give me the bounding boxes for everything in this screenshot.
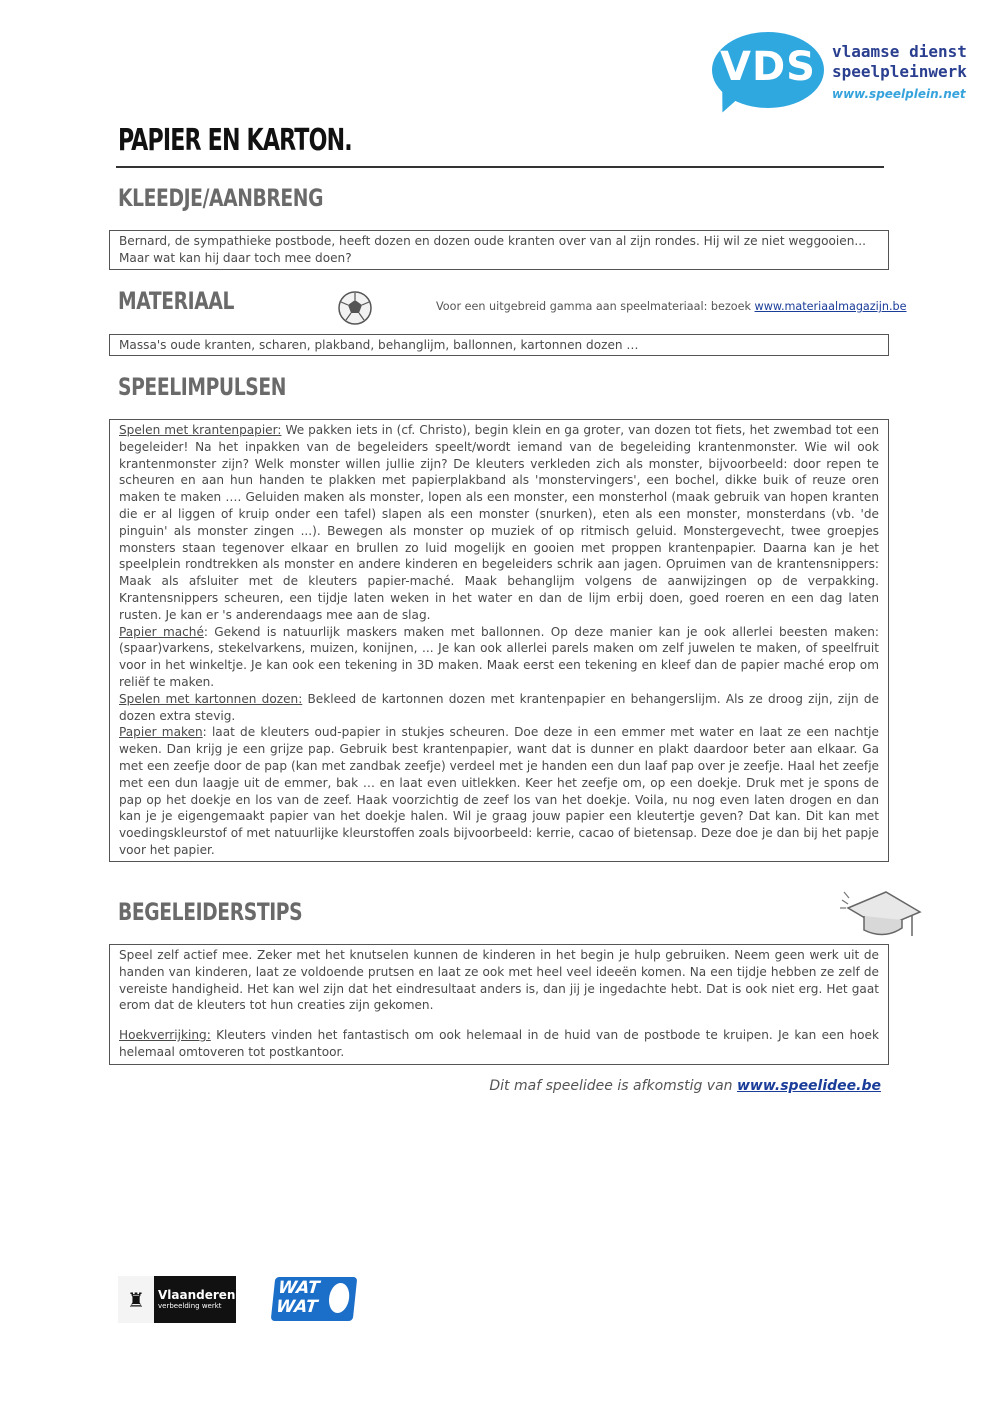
egg-icon	[328, 1283, 351, 1313]
logo-line-1: vlaamse dienst	[832, 42, 967, 61]
impuls-text: : laat de kleuters oud-papier in stukjes scheuren. Doe deze in een emmer met water en laat ze een nachtje weken. Dan krijg je een grijze pap. Gebruik best krantenpapier, want dat is dunner en plakt daardoor beter aan elkaar. Ga met een zeefje door de pap (kan met zandbak zeefje) verdeel met je handen een dun laaf pap over je zeefje. Haal het zeefje met een dun laagje uit de emmer, bak … en laat even uitlekken. Keer het zeefje om, op een doekje. Druk met je spons de pap op het doekje en los van de zeef. Haak voorzichtig de zeef los van het doekje. Voila, nu nog even laten drogen en dan kan je je eigengemaakt papier van het doekje halen. Wil je graag jouw papier een kleutertje geven? Dat kan. Dit kan met voedingskleurstof of met natuurlijke kleurstoffen zoals bijvoorbeeld: kerrie, cacao of bietensap. Deze doe je dan bij het papje voor het papier.	[119, 725, 879, 857]
logo-line-2: speelpleinwerk	[832, 62, 967, 81]
impuls-label: Papier maché	[119, 624, 204, 639]
hoek-text: Kleuters vinden het fantastisch om ook helemaal in de huid van de postbode te kruipen. Je kan een hoek helemaal omtoveren tot postkantoor.	[119, 1028, 879, 1059]
impuls-label: Spelen met kartonnen dozen:	[119, 691, 303, 706]
lion-icon: ♜	[118, 1276, 154, 1323]
speech-bubble-tail	[715, 87, 743, 117]
impuls-block	[119, 624, 879, 691]
graduation-cap-icon	[840, 886, 924, 946]
hoek-label: Hoekverrijking:	[119, 1028, 211, 1043]
materiaal-note-text: Voor een uitgebreid gamma aan speelmateriaal: bezoek	[436, 300, 755, 313]
kleedje-line-2: Maar wat kan hij daar toch mee doen?	[119, 250, 352, 265]
materiaal-list: Massa's oude kranten, scharen, plakband, behanglijm, ballonnen, kartonnen dozen …	[119, 338, 639, 352]
materiaal-box	[109, 334, 889, 356]
section-heading-begeleiderstips: BEGELEIDERSTIPS	[118, 898, 303, 926]
materiaal-note	[436, 300, 907, 313]
vlaanderen-name: Vlaanderen	[158, 1288, 236, 1302]
vlaanderen-logo	[118, 1276, 236, 1323]
page-title: PAPIER EN KARTON.	[118, 123, 352, 158]
impuls-text: Bekleed de kartonnen dozen met krantenpapier en behangerslijm. Als ze droog zijn, zijn de dozen extra stevig.	[119, 691, 879, 723]
watwat-line-2: WAT	[275, 1297, 319, 1317]
credit-link[interactable]: www.speelidee.be	[736, 1078, 881, 1094]
section-heading-materiaal: MATERIAAL	[118, 287, 235, 315]
logo-url[interactable]: www.speelplein.net	[832, 87, 966, 101]
hoek-block	[119, 1027, 879, 1061]
tips-text: Speel zelf actief mee. Zeker met het knutselen kunnen de kinderen in het begin je hulp gebruiken. Neem geen werk uit de handen van kinderen, laat ze voldoende prutsen en laat ze ook met heel veel ideeën komen. Na een tijdje hebben ze zelf de vereiste handigheid. Het kan wel zijn dat het eindresultaat anders is, dan jij je ingedachte hebt. Dat is ook niet erg. Het gaat erom dat de kleuters tot hun creaties zijn gekomen.	[119, 948, 879, 1013]
logo-letters: VDS	[720, 44, 816, 90]
kleedje-box	[109, 230, 889, 270]
football-icon	[336, 290, 374, 326]
begeleiderstips-box	[109, 944, 889, 1065]
impuls-label: Papier maken	[119, 725, 203, 740]
impuls-text: : Gekend is natuurlijk maskers maken met ballonnen. Op deze manier kan je ook allerlei beesten maken: (spaar)varkens, stekelvarkens, muizen, konijnen, ... Je kan ook allerlei parels maken om zelf juwelen te maken, of speelfruit voor in het winkeltje. Je kan ook een tekening in 3D maken. Maak eerst een tekening en kleef dan de papier maché erop om reliëf te maken.	[119, 624, 879, 689]
impuls-label: Spelen met krantenpapier:	[119, 423, 282, 437]
vlaanderen-tagline: verbeelding werkt	[158, 1302, 222, 1310]
paragraph-gap	[119, 1014, 879, 1027]
section-heading-kleedje: KLEEDJE/AANBRENG	[118, 184, 324, 212]
materiaal-link[interactable]: www.materiaalmagazijn.be	[754, 300, 907, 313]
credit-line	[489, 1078, 881, 1094]
impuls-text: We pakken iets in (cf. Christo), begin klein en ga groter, van dozen tot fiets, het zwembad tot een begeleider! Na het inpakken van de begeleiders speelt/wordt iemand van de begeleiding krantenmonster. Wie wil ook krantenmonster zijn? Welk monster willen jullie zijn? De kleuters verkleden zich als monster, bijvoorbeeld: door repen te scheuren en aan hun handen te plakken met papierplakband als 'monstervingers', een bochel, dikke buik of reuze oren maken te maken …. Geluiden maken als monster, lopen als een monster, een monsterhol (maak gebruik van hopen kranten die er al liggen of kruip onder een tafel) slapen als een monster (snurken), eten als een monster, monsterdans (vb. 'de pinguin' als monster zingen ...). Bewegen als monster op muziek of op ritmisch geluid. Monstergevecht, twee groepjes monsters staan tegenover elkaar en brullen zo luid mogelijk en gooien met proppen krantenpapier. Daarna kan je het speelplein rondtrekken als monster en andere kinderen en begeleiders schrik aan jagen. Opruimen van de krantensnippers: Maak als afsluiter met de kleuters papier-maché. Maak behanglijm volgens de aanwijzingen op de verpakking. Krantensnippers scheuren, een tijdje laten weken in het water en dan de lijm erbij doen, goed roeren en een dag laten rusten. Je kan er 's anderendaags mee aan de slag.	[119, 423, 879, 622]
kleedje-line-1: Bernard, de sympathieke postbode, heeft dozen en dozen oude kranten over van al zijn rondes. Hij wil ze niet weggooien...	[119, 234, 866, 248]
impuls-block	[119, 422, 879, 624]
impuls-block	[119, 724, 879, 858]
speelimpulsen-box	[109, 419, 889, 862]
watwat-line-1: WAT	[277, 1278, 321, 1298]
section-heading-speelimpulsen: SPEELIMPULSEN	[118, 373, 287, 401]
credit-text: Dit maf speelidee is afkomstig van	[489, 1078, 737, 1094]
watwat-logo	[271, 1277, 358, 1321]
title-divider	[116, 166, 884, 168]
impuls-block	[119, 691, 879, 725]
